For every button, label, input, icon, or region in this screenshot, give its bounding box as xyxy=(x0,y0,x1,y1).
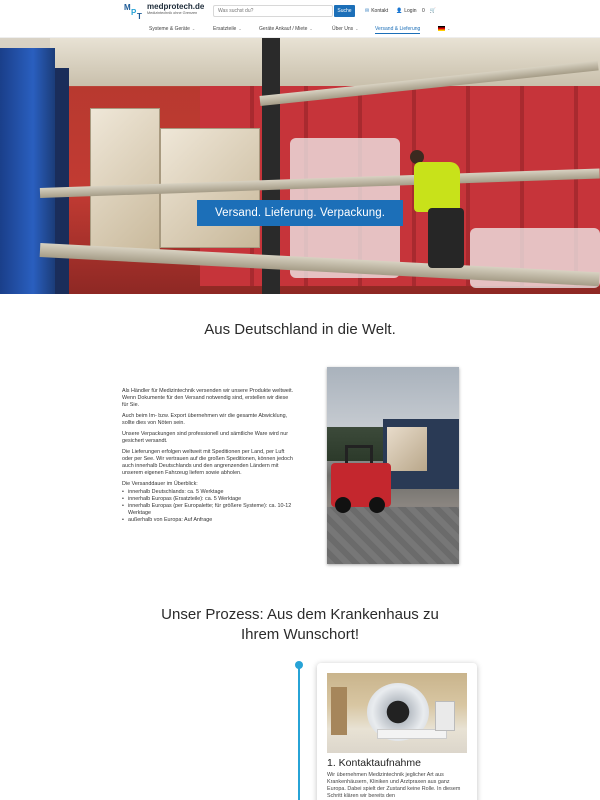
chevron-down-icon: ⌄ xyxy=(447,26,451,31)
de-flag-icon xyxy=(438,26,445,31)
contact-link[interactable]: ✉ Kontakt xyxy=(365,8,389,14)
section-heading-process-1: Unser Prozess: Aus dem Krankenhaus zu xyxy=(161,606,439,623)
hero-tagline: Versand. Lieferung. Verpackung. xyxy=(197,200,403,226)
mri-scanner-photo xyxy=(327,673,467,753)
search-button[interactable]: Suche xyxy=(334,5,355,17)
site-logo[interactable] xyxy=(124,3,204,21)
main-nav xyxy=(0,24,600,38)
chevron-down-icon: ⌄ xyxy=(355,26,359,31)
login-link[interactable]: 👤 Login xyxy=(396,8,417,14)
chevron-down-icon: ⌄ xyxy=(309,26,313,31)
nav-item-ueber-uns[interactable]: Über Uns ⌄ xyxy=(332,26,359,32)
delivery-times-list xyxy=(122,489,294,524)
site-header xyxy=(0,0,600,38)
chevron-down-icon: ⌄ xyxy=(191,26,196,31)
cart-icon: 🛒 xyxy=(429,8,437,14)
list-item: • innerhalb Europas (Ersatzteile): ca. 5 Werktage xyxy=(122,496,294,503)
section-heading-process-2: Ihrem Wunschort! xyxy=(240,626,360,643)
nav-item-versand[interactable]: Versand & Lieferung xyxy=(375,26,421,32)
nav-item-systeme[interactable]: Systeme & Geräte ⌄ xyxy=(149,26,196,32)
nav-item-ankauf[interactable]: Geräte Ankauf / Miete ⌄ xyxy=(259,26,313,32)
logo-name: medprotech.de xyxy=(147,2,205,11)
forklift-loading-photo xyxy=(327,367,459,564)
timeline-dot xyxy=(295,661,303,669)
step-text: Wir übernehmen Medizintechnik jeglicher Art aus Krankenhäusern, Kliniken und Arztpraxen aus ganz Europa. Dabei spielt der Zustand keine Rolle. In diesem Schritt klären wir bereits den xyxy=(327,772,461,799)
shipping-info-text: Als Händler für Medizintechnik versenden wir unsere Produkte weltweit. Wenn Dokumente für den Versand notwendig sind, erstellen wir diese für Sie. Auch beim Im- bzw. Export übernehmen wir die gesamte Abwicklung, sollte dies von Nöten sein. Unsere Verpackungen sind professionell und sämtliche Ware wird nur gesichert versandt. Die Lieferungen erfolgen weltweit mit Speditionen per Land, per Luft oder per See. Wir vertrauen auf die großen Speditionen, können jedoch auch innerhalb Deutschlands und den angrenzenden Ländern mit unserem eigenen Fahrzeug liefern sowie abholen. Die Versanddauer im Überblick: • innerhalb Deutschlands: ca. 5 Werktage • innerhalb Europas (Ersatzteile): ca. 5 Werktage • innerhalb Europas (per Europalette; für größere Systeme): ca. 10-12 Werktage • außerhalb von Europa: Auf Anfrage xyxy=(122,388,294,524)
logo-mark: M P T xyxy=(124,3,142,21)
hero-banner xyxy=(0,38,600,294)
nav-item-ersatzteile[interactable]: Ersatzteile ⌄ xyxy=(213,26,242,32)
language-switcher[interactable] xyxy=(438,26,450,32)
search-input[interactable] xyxy=(213,5,333,17)
cart-link[interactable] xyxy=(422,8,436,14)
user-icon: 👤 xyxy=(396,8,403,14)
list-item: • innerhalb Deutschlands: ca. 5 Werktage xyxy=(122,489,294,496)
mail-icon: ✉ xyxy=(365,8,370,14)
list-item: • außerhalb von Europa: Auf Anfrage xyxy=(122,517,294,524)
cart-count: 0 xyxy=(422,8,425,14)
section-heading-world: Aus Deutschland in die Welt. xyxy=(204,321,396,338)
logo-tagline: Medizintechnik ohne Grenzen xyxy=(147,11,198,15)
step-title: 1. Kontaktaufnahme xyxy=(327,757,421,769)
worker-figure xyxy=(410,150,470,270)
list-item: • innerhalb Europas (per Europalette; für größere Systeme): ca. 10-12 Werktage xyxy=(122,503,294,517)
timeline-line xyxy=(298,664,300,800)
chevron-down-icon: ⌄ xyxy=(238,26,242,31)
process-step-card xyxy=(317,663,477,800)
